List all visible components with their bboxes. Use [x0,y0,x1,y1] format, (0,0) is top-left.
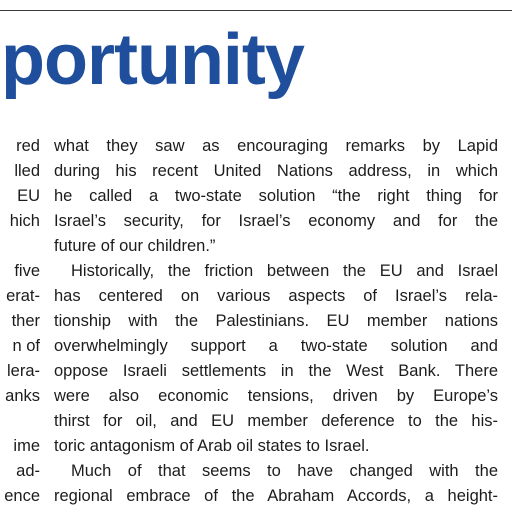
body-line: Much of that seems to have changed with the [71,462,498,480]
right-column [54,134,498,509]
left-column-line: n of [12,337,40,355]
left-column-line: ther [11,312,40,330]
body-line: future of our children.” [54,237,216,255]
left-column-line [0,234,41,259]
body-line: during his recent United Nations address, in which [54,162,498,180]
left-column-line [0,409,41,434]
left-column-line: erat- [6,287,40,305]
top-rule [0,10,512,11]
body-line: regional embrace of the Abraham Accords, a height- [54,487,498,505]
body-line: Israel’s security, for Israel’s economy and for the [54,212,498,230]
left-column-line: anks [5,387,40,405]
body-line: oppose Israeli settlements in the West Bank. There [54,362,498,380]
body-line: tionship with the Palestinians. EU member nations [54,312,498,330]
body-line: has centered on various aspects of Israel’s rela- [54,287,498,305]
body-line: he called a two-state solution “the right thing for [54,187,498,205]
left-column-line: ad- [16,462,40,480]
left-column-line: hich [9,212,40,230]
body-line: thirst for oil, and EU member deference to the his- [54,412,498,430]
body-line: what they saw as encouraging remarks by Lapid [54,137,498,155]
left-column-line: ence [4,487,40,505]
body-line: were also economic tensions, driven by Europe’s [54,387,498,405]
left-column-line: EU [17,187,40,205]
left-column-line: red [16,137,40,155]
left-column [0,134,41,509]
body-line: Historically, the friction between the EU and Israel [71,262,498,280]
body-line: toric antagonism of Arab oil states to Israel. [54,437,370,455]
headline: portunity [1,20,304,100]
left-column-line: five [14,262,40,280]
left-column-line: lera- [6,362,40,380]
body-line: overwhelmingly support a two-state solution and [54,337,498,355]
left-column-line: ime [13,437,40,455]
left-column-line: lled [14,162,40,180]
